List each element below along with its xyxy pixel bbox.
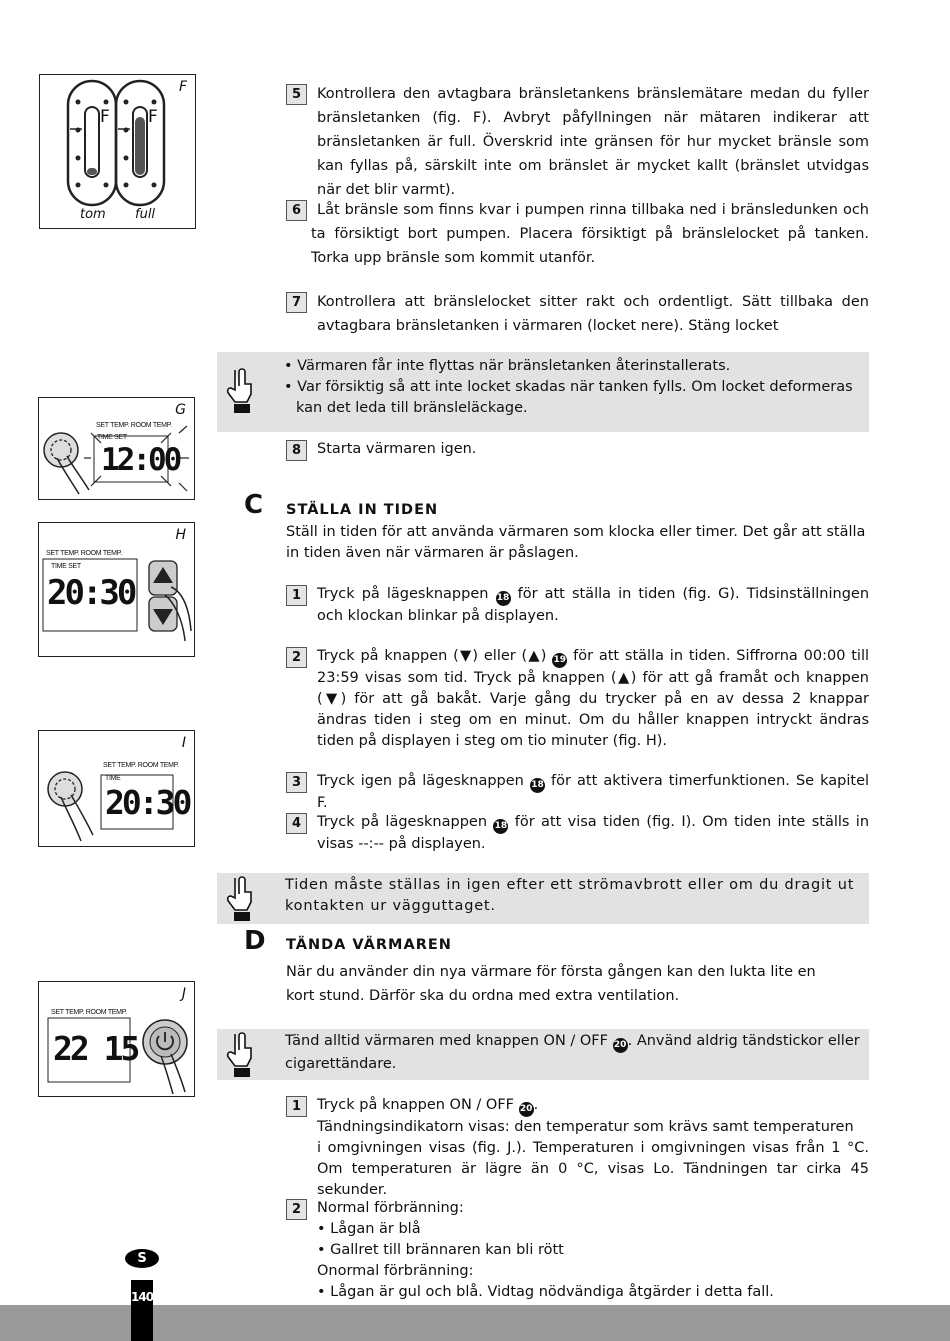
ref-badge: 18 — [530, 778, 545, 793]
gauge-label-full: full — [135, 207, 156, 222]
ref-badge: 20 — [519, 1102, 534, 1117]
ref-badge: 18 — [493, 819, 508, 834]
section-title-d: TÄNDA VÄRMAREN — [286, 937, 452, 953]
step-d-2 — [286, 1198, 869, 1303]
pointing-hand-icon — [223, 1030, 257, 1080]
step-8 — [286, 439, 869, 460]
pointing-hand-icon — [223, 366, 257, 416]
step-text: Onormal förbränning: — [317, 1263, 474, 1279]
ref-badge: 20 — [613, 1038, 628, 1053]
list-item: • Lågan är gul och blå. Vidtag nödvändiga åtgärder i detta fall. — [317, 1284, 774, 1300]
page-number: 140 — [131, 1290, 154, 1304]
gauge-letter-left: F — [100, 107, 110, 127]
section-letter-c: C — [244, 490, 264, 520]
figure-letter: J — [181, 986, 186, 1002]
language-badge: S — [125, 1249, 159, 1268]
step-number: 5 — [286, 84, 307, 105]
step-text: Normal förbränning: — [317, 1200, 464, 1216]
figure-h — [38, 522, 195, 657]
note-text: Tiden måste ställas in igen efter ett strömavbrott eller om du dragit ut kontakten ur vägguttaget. — [285, 877, 855, 914]
step-text: Starta värmaren igen. — [317, 441, 477, 457]
step-5 — [286, 82, 869, 202]
warning-note-1 — [217, 352, 869, 432]
note-text: Tänd alltid värmaren med knappen ON / OFF 20. Använd aldrig tändstickor eller cigarettändare. — [285, 1033, 860, 1072]
step-number: 2 — [286, 647, 307, 668]
lcd-time: 12:00 — [101, 442, 180, 478]
step-number: 6 — [286, 200, 307, 221]
lcd-time: 20:30 — [47, 573, 135, 613]
step-c-4 — [286, 812, 869, 855]
figure-letter: G — [175, 402, 186, 418]
step-text: Kontrollera att bränslelocket sitter rakt och ordentligt. Sätt tillbaka den avtagbara bränsletanken i värmaren (locket nere). Stäng locket — [317, 294, 869, 334]
lcd-header: SET TEMP. ROOM TEMP. — [46, 550, 122, 557]
abnormal-list — [286, 1282, 869, 1303]
step-text: Kontrollera den avtagbara bränsletankens bränslemätare medan du fyller bränsletanken (fig. F). Avbryt påfyllningen när mätaren indikerar att bränsletanken är full. Överskrid inte gränsen för hur mycket bränsle som kan fyllas på, särskilt inte om bränslet är mycket kallt (bränslet utvidgas när det blir varmt). — [317, 86, 869, 198]
lcd-time: 20:30 — [105, 783, 190, 822]
ref-badge: 19 — [552, 653, 567, 668]
gauge-label-empty: tom — [80, 207, 106, 222]
step-text: Tryck på knappen ON / OFF 20. — [317, 1095, 869, 1117]
step-c-1 — [286, 584, 869, 627]
section-title-c: STÄLLA IN TIDEN — [286, 502, 439, 518]
lcd-sub: TIME — [105, 775, 121, 782]
step-c-3 — [286, 771, 869, 814]
step-text: Låt bränsle som finns kvar i pumpen rinna tillbaka ned i bränsledunken och ta försiktigt bort pumpen. Placera försiktigt på bränslelocket på tanken. Torka upp bränsle som kommit utanför. — [311, 202, 869, 266]
step-text: Tryck på lägesknappen 18 för att visa tiden (fig. I). Om tiden inte ställs in visas --:-- på displayen. — [317, 814, 870, 852]
figure-i — [38, 730, 195, 847]
step-text: Tryck igen på lägesknappen 18 för att aktivera timerfunktionen. Se kapitel F. — [317, 773, 870, 811]
figure-letter: I — [181, 735, 186, 751]
step-text: Tryck på lägesknappen 18 för att ställa in tiden (fig. G). Tidsinställningen och klockan blinkar på displayen. — [317, 586, 870, 624]
gauge-letter-right: F — [148, 107, 158, 127]
list-item: • Gallret till brännaren kan bli rött — [317, 1242, 564, 1258]
lcd-sub: TIME SET — [97, 434, 127, 441]
step-d-1 — [286, 1095, 869, 1201]
step-number: 4 — [286, 813, 307, 834]
step-text-line: i omgivningen visas (fig. J.). Temperaturen i omgivningen visas från 1 °C. Om temperaturen är lägre än 0 °C, visas Lo. Tändningen tar cirka 45 sekunder. — [317, 1140, 869, 1198]
normal-list — [286, 1219, 869, 1261]
figure-g — [38, 397, 195, 500]
lcd-header: SET TEMP. ROOM TEMP. — [96, 422, 172, 429]
lcd-header: SET TEMP. ROOM TEMP. — [51, 1009, 127, 1016]
figure-f — [39, 74, 196, 229]
step-text: Tryck på knappen (▼) eller (▲) 19 för att ställa in tiden. Siffrorna 00:00 till 23:59 visas som tid. Tryck på knappen (▲) för att gå framåt och knappen (▼) för att gå bakåt. Varje gång du trycker på en av dessa 2 knappar ändras tiden i steg om en minut. Om du håller knappen intryckt ändras tiden på displayen i steg om tio minuter (fig. H). — [317, 648, 870, 749]
fuel-gauge-illustration — [40, 75, 197, 230]
warning-note-3 — [217, 1029, 869, 1080]
figure-letter: H — [175, 527, 186, 543]
step-number: 3 — [286, 772, 307, 793]
step-6 — [286, 198, 869, 270]
section-intro-c: Ställ in tiden för att använda värmaren som klocka eller timer. Det går att ställa in tiden även när värmaren är påslagen. — [286, 524, 866, 561]
figure-j — [38, 981, 195, 1097]
note-item: • Var försiktig så att inte locket skadas när tanken fylls. Om locket deformeras kan det leda till bränsleläckage. — [284, 379, 853, 416]
figure-letter: F — [178, 79, 187, 95]
list-item: • Lågan är blå — [317, 1221, 421, 1237]
lcd-sub: TIME SET — [51, 563, 81, 570]
step-number: 1 — [286, 1096, 307, 1117]
step-c-2 — [286, 646, 869, 752]
step-number: 1 — [286, 585, 307, 606]
lcd-temperature: 22 15 — [53, 1029, 138, 1068]
section-letter-d: D — [244, 926, 266, 956]
step-7 — [286, 290, 869, 338]
section-intro-d: När du använder din nya värmare för första gången kan den lukta lite en kort stund. Därför ska du ordna med extra ventilation. — [286, 964, 816, 1004]
warning-note-2 — [217, 873, 869, 924]
step-number: 2 — [286, 1199, 307, 1220]
step-number: 8 — [286, 440, 307, 461]
lcd-header: SET TEMP. ROOM TEMP. — [103, 762, 179, 769]
ref-badge: 18 — [496, 591, 511, 606]
step-text-line: Tändningsindikatorn visas: den temperatur som krävs samt temperaturen — [317, 1119, 854, 1135]
note-item: • Värmaren får inte flyttas när bränsletanken återinstallerats. — [284, 358, 731, 374]
step-number: 7 — [286, 292, 307, 313]
pointing-hand-icon — [223, 874, 257, 924]
